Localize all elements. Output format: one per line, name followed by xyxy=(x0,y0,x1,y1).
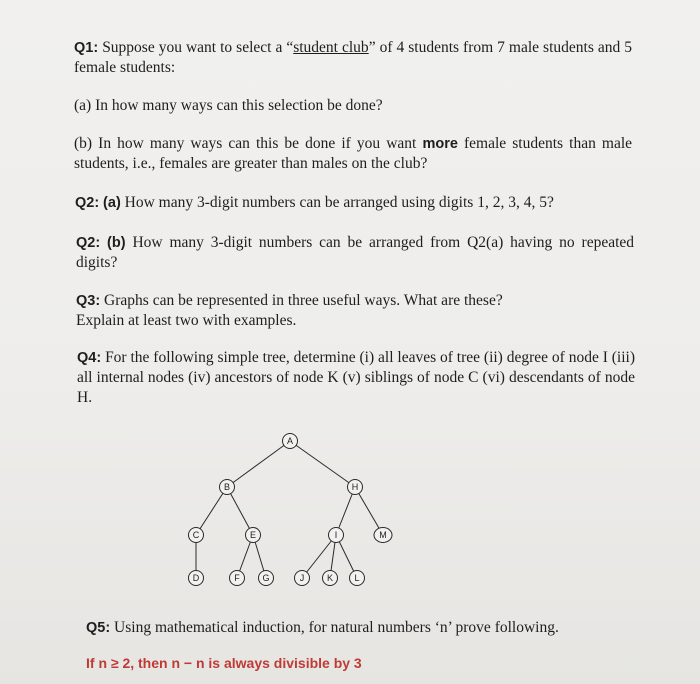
tree-node-j xyxy=(295,571,310,586)
tree-node-label: L xyxy=(354,573,360,584)
tree-node-label: C xyxy=(192,530,200,541)
q4-paragraph: Q4: For the following simple tree, determine (i) all leaves of tree (ii) degree of node I (iii) all internal nodes (iv) ancestors of node K (v) siblings of node C (vi) descendants of node H. xyxy=(77,349,635,406)
tree-node-label: H xyxy=(351,482,359,493)
tree-node-label: G xyxy=(262,573,270,584)
q1-part-b: (b) In how many ways can this be done if you want more female students than male students, i.e., females are greater than males on the club? xyxy=(74,135,633,172)
edge-b-c xyxy=(196,487,227,535)
tree-node-d xyxy=(189,571,204,586)
tree-node-k xyxy=(323,571,338,586)
tree-node-label: A xyxy=(286,436,294,447)
tree-node-e xyxy=(246,528,261,543)
tree-node-c xyxy=(189,528,204,543)
tree-node-i xyxy=(329,528,344,543)
tree-node-label: E xyxy=(249,530,257,541)
tree-node-label: D xyxy=(192,573,200,584)
q2a-paragraph: Q2: (a) How many 3-digit numbers can be arranged using digits 1, 2, 3, 4, 5? xyxy=(75,194,554,211)
tree-edges xyxy=(196,441,383,578)
tree-node-h xyxy=(348,480,363,495)
q5-paragraph: Q5: Using mathematical induction, for natural numbers ‘n’ prove following. xyxy=(86,619,559,636)
edge-a-h xyxy=(290,441,355,487)
tree-node-label: F xyxy=(234,573,240,584)
tree-node-label: K xyxy=(326,573,334,584)
tree-node-label: B xyxy=(223,482,231,493)
q1-label: Q1: xyxy=(74,40,99,56)
tree-node-g xyxy=(259,571,274,586)
q1-paragraph: Q1: Suppose you want to select a “student club” of 4 students from 7 male students and 5 female students: xyxy=(74,39,632,76)
tree-node-label: M xyxy=(379,530,387,541)
q2b-paragraph: Q2: (b) How many 3-digit numbers can be arranged from Q2(a) having no repeated digits? xyxy=(76,234,635,271)
edge-a-b xyxy=(227,441,290,487)
q3-paragraph: Q3: Graphs can be represented in three useful ways. What are these? Explain at least two with examples. xyxy=(76,292,503,329)
tree-node-f xyxy=(230,571,245,586)
tree-node-a xyxy=(283,434,298,449)
student-club-link: student club xyxy=(293,39,369,56)
q5-statement: If n ≥ 2, then n − n is always divisible by 3 xyxy=(86,655,362,671)
tree-node-m xyxy=(374,528,392,543)
tree-node-label: J xyxy=(299,573,305,584)
tree-node-l xyxy=(350,571,365,586)
tree-node-label: I xyxy=(334,530,338,541)
edge-b-e xyxy=(227,487,253,535)
q1-part-a: (a) In how many ways can this selection be done? xyxy=(74,97,383,114)
tree-nodes xyxy=(189,434,393,586)
tree-node-b xyxy=(220,480,235,495)
